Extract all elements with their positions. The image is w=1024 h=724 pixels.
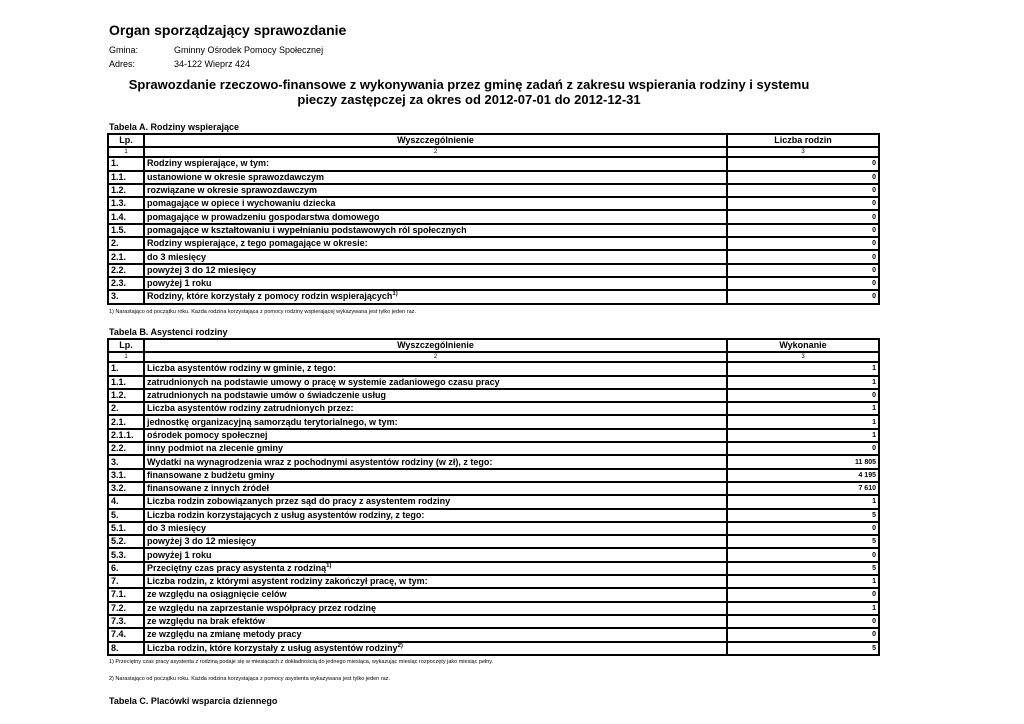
column-header-lp: Lp. xyxy=(108,339,144,352)
report-title: Sprawozdanie rzeczowo-finansowe z wykonywania przez gminę zadań z zakresu wspierania rodziny i systemu pieczy zastępczej za okres od 2012-07-01 do 2012-12-31 xyxy=(128,77,810,107)
row-description-text: Liczba rodzin zobowiązanych przez sąd do pracy z asystentem rodziny xyxy=(147,496,451,507)
table-row xyxy=(108,482,879,495)
address-row xyxy=(109,59,250,69)
row-value: 0 xyxy=(727,615,879,628)
row-value: 0 xyxy=(727,157,879,170)
table-row xyxy=(108,442,879,455)
table-row xyxy=(108,642,879,655)
column-number: 3 xyxy=(727,352,879,362)
row-lp: 5.3. xyxy=(108,548,144,561)
column-header-description: Wyszczególnienie xyxy=(144,339,727,352)
row-description xyxy=(144,224,727,237)
row-description-text: Liczba asystentów rodziny zatrudnionych przez: xyxy=(147,403,354,414)
row-value: 1 xyxy=(727,575,879,588)
table-c-caption: Tabela C. Placówki wsparcia dziennego xyxy=(109,696,278,706)
row-value: 1 xyxy=(727,602,879,615)
row-value: 0 xyxy=(727,628,879,641)
row-description-text: ze względu na zaprzestanie współpracy przez rodzinę xyxy=(147,602,377,613)
row-lp: 5. xyxy=(108,509,144,522)
row-value: 1 xyxy=(727,402,879,415)
row-description xyxy=(144,250,727,263)
row-value: 11 805 xyxy=(727,455,879,468)
row-description-text: zatrudnionych na podstawie umowy o pracę w systemie zadaniowego czasu pracy xyxy=(147,376,500,387)
table-row xyxy=(108,562,879,575)
row-value: 1 xyxy=(727,376,879,389)
table-row xyxy=(108,184,879,197)
row-lp: 7.3. xyxy=(108,615,144,628)
table-header-row xyxy=(108,134,879,147)
row-value: 5 xyxy=(727,509,879,522)
row-description xyxy=(144,548,727,561)
row-lp: 1.5. xyxy=(108,224,144,237)
row-description xyxy=(144,290,727,303)
footnote-marker: 2) xyxy=(397,642,403,649)
table-a-caption: Tabela A. Rodziny wspierające xyxy=(109,122,240,132)
table-row xyxy=(108,548,879,561)
row-description xyxy=(144,429,727,442)
row-lp: 3. xyxy=(108,455,144,468)
column-header-value: Liczba rodzin xyxy=(727,134,879,147)
row-value: 1 xyxy=(727,362,879,375)
table-row xyxy=(108,197,879,210)
row-lp: 2. xyxy=(108,402,144,415)
row-lp: 1.1. xyxy=(108,376,144,389)
row-description-text: ośrodek pomocy społecznej xyxy=(147,429,268,440)
row-lp: 2.1. xyxy=(108,415,144,428)
row-value: 0 xyxy=(727,237,879,250)
table-b-footnote-2: 2) Narastająco od początku roku. Każda rodzina korzystająca z pomocy asystenta wykazywana jest tylko jeden raz. xyxy=(109,676,390,682)
row-description-text: powyżej 3 do 12 miesięcy xyxy=(147,536,257,547)
row-lp: 7.2. xyxy=(108,602,144,615)
row-value: 0 xyxy=(727,250,879,263)
table-row xyxy=(108,469,879,482)
table-row xyxy=(108,237,879,250)
gmina-value: Gminny Ośrodek Pomocy Społecznej xyxy=(174,45,324,55)
row-lp: 2. xyxy=(108,237,144,250)
table-row xyxy=(108,455,879,468)
row-value: 0 xyxy=(727,264,879,277)
row-lp: 1.4. xyxy=(108,210,144,223)
table-row xyxy=(108,522,879,535)
row-description-text: inny podmiot na zlecenie gminy xyxy=(147,443,284,454)
row-description xyxy=(144,602,727,615)
column-number: 2 xyxy=(144,352,727,362)
row-value: 5 xyxy=(727,562,879,575)
row-description-text: Rodziny wspierające, w tym: xyxy=(147,158,270,169)
row-lp: 3.2. xyxy=(108,482,144,495)
row-value: 0 xyxy=(727,389,879,402)
address-value: 34-122 Wieprz 424 xyxy=(174,59,251,69)
row-description xyxy=(144,197,727,210)
row-value: 0 xyxy=(727,184,879,197)
gmina-label: Gmina: xyxy=(109,45,139,55)
gmina-row xyxy=(109,45,323,55)
table-row xyxy=(108,224,879,237)
row-description-text: powyżej 1 roku xyxy=(147,278,212,289)
row-description-text: pomagające w prowadzeniu gospodarstwa domowego xyxy=(147,211,380,222)
table-row xyxy=(108,157,879,170)
row-description-text: Wydatki na wynagrodzenia wraz z pochodnymi asystentów rodziny (w zł), z tego: xyxy=(147,456,493,467)
address-label: Adres: xyxy=(109,59,136,69)
row-lp: 2.1. xyxy=(108,250,144,263)
table-row xyxy=(108,264,879,277)
table-row xyxy=(108,376,879,389)
table-row xyxy=(108,389,879,402)
row-description-text: Liczba rodzin korzystających z usług asystentów rodziny, z tego: xyxy=(147,509,425,520)
row-description-text: pomagające w opiece i wychowaniu dziecka xyxy=(147,198,336,209)
table-row xyxy=(108,402,879,415)
table-row xyxy=(108,588,879,601)
table-header-row xyxy=(108,339,879,352)
row-lp: 1. xyxy=(108,157,144,170)
row-lp: 8. xyxy=(108,642,144,655)
row-description-text: do 3 miesięcy xyxy=(147,523,207,533)
table-b xyxy=(107,338,880,656)
row-value: 0 xyxy=(727,171,879,184)
row-value: 0 xyxy=(727,197,879,210)
row-lp: 6. xyxy=(108,562,144,575)
table-row xyxy=(108,362,879,375)
row-lp: 5.1. xyxy=(108,522,144,535)
column-number: 3 xyxy=(727,147,879,157)
row-description-text: ze względu na zmianę metody pracy xyxy=(147,629,302,640)
row-lp: 7. xyxy=(108,575,144,588)
row-value: 0 xyxy=(727,442,879,455)
row-value: 7 610 xyxy=(727,482,879,495)
row-description-text: Rodziny wspierające, z tego pomagające w okresie: xyxy=(147,238,368,249)
column-header-value: Wykonanie xyxy=(727,339,879,352)
row-description xyxy=(144,376,727,389)
row-description-text: pomagające w kształtowaniu i wypełnianiu podstawowych ról społecznych xyxy=(147,224,467,235)
row-lp: 2.2. xyxy=(108,264,144,277)
table-row xyxy=(108,171,879,184)
row-description-text: rozwiązane w okresie sprawozdawczym xyxy=(147,185,318,196)
row-lp: 7.1. xyxy=(108,588,144,601)
row-description xyxy=(144,588,727,601)
row-value: 1 xyxy=(727,429,879,442)
row-description-text: Liczba asystentów rodziny w gminie, z tego: xyxy=(147,363,337,374)
row-description xyxy=(144,237,727,250)
row-value: 0 xyxy=(727,224,879,237)
row-lp: 3. xyxy=(108,290,144,303)
row-lp: 1.2. xyxy=(108,184,144,197)
table-row xyxy=(108,509,879,522)
row-value: 0 xyxy=(727,522,879,535)
row-lp: 7.4. xyxy=(108,628,144,641)
column-number: 1 xyxy=(108,352,144,362)
row-lp: 1.1. xyxy=(108,171,144,184)
row-lp: 2.1.1. xyxy=(108,429,144,442)
row-description-text: powyżej 1 roku xyxy=(147,549,212,560)
column-header-description: Wyszczególnienie xyxy=(144,134,727,147)
row-description-text: ze względu na brak efektów xyxy=(147,616,266,627)
row-lp: 2.3. xyxy=(108,277,144,290)
row-description xyxy=(144,469,727,482)
row-value: 1 xyxy=(727,495,879,508)
row-description xyxy=(144,362,727,375)
row-description-text: Rodziny, które korzystały z pomocy rodzin wspierających xyxy=(147,291,393,302)
row-description xyxy=(144,562,727,575)
row-description xyxy=(144,171,727,184)
row-description xyxy=(144,615,727,628)
column-number-row xyxy=(108,147,879,157)
row-description xyxy=(144,210,727,223)
footnote-marker: 1) xyxy=(392,291,398,298)
row-description-text: do 3 miesięcy xyxy=(147,251,207,262)
row-description xyxy=(144,455,727,468)
row-description xyxy=(144,509,727,522)
row-description-text: zatrudnionych na podstawie umów o świadczenie usług xyxy=(147,390,387,401)
row-lp: 1.3. xyxy=(108,197,144,210)
row-description-text: ustanowione w okresie sprawozdawczym xyxy=(147,171,325,182)
table-row xyxy=(108,415,879,428)
table-b-caption: Tabela B. Asystenci rodziny xyxy=(109,327,228,337)
table-a-body xyxy=(108,157,879,303)
row-value: 5 xyxy=(727,642,879,655)
row-lp: 1. xyxy=(108,362,144,375)
table-a xyxy=(107,133,880,305)
row-description-text: Przeciętny czas pracy asystenta z rodziną xyxy=(147,562,327,573)
table-row xyxy=(108,210,879,223)
row-description-text: Liczba rodzin, które korzystały z usług asystentów rodziny xyxy=(147,642,398,653)
row-description-text: jednostkę organizacyjną samorządu terytorialnego, w tym: xyxy=(147,416,398,427)
row-description xyxy=(144,482,727,495)
row-description-text: ze względu na osiągnięcie celów xyxy=(147,589,287,600)
row-description-text: powyżej 3 do 12 miesięcy xyxy=(147,264,257,275)
row-description xyxy=(144,402,727,415)
row-description xyxy=(144,277,727,290)
row-description-text: finansowane z budżetu gminy xyxy=(147,469,275,480)
row-lp: 5.2. xyxy=(108,535,144,548)
row-lp: 3.1. xyxy=(108,469,144,482)
row-description xyxy=(144,389,727,402)
column-header-lp: Lp. xyxy=(108,134,144,147)
organization-title: Organ sporządzający sprawozdanie xyxy=(109,22,347,38)
row-description xyxy=(144,415,727,428)
row-description xyxy=(144,535,727,548)
table-row xyxy=(108,290,879,303)
table-row xyxy=(108,615,879,628)
row-description xyxy=(144,157,727,170)
column-number: 1 xyxy=(108,147,144,157)
table-b-body xyxy=(108,362,879,655)
column-number: 2 xyxy=(144,147,727,157)
row-lp: 4. xyxy=(108,495,144,508)
row-value: 1 xyxy=(727,415,879,428)
row-value: 0 xyxy=(727,588,879,601)
row-description xyxy=(144,442,727,455)
row-lp: 1.2. xyxy=(108,389,144,402)
table-row xyxy=(108,628,879,641)
row-description xyxy=(144,184,727,197)
row-description xyxy=(144,264,727,277)
row-value: 0 xyxy=(727,548,879,561)
row-description-text: finansowane z innych źródeł xyxy=(147,483,270,494)
row-value: 5 xyxy=(727,535,879,548)
table-row xyxy=(108,575,879,588)
row-value: 0 xyxy=(727,290,879,303)
row-value: 0 xyxy=(727,277,879,290)
row-value: 0 xyxy=(727,210,879,223)
table-row xyxy=(108,495,879,508)
table-row xyxy=(108,535,879,548)
row-description xyxy=(144,628,727,641)
table-a-footnote: 1) Narastająco od początku roku. Każda rodzina korzystająca z pomocy rodziny wspierającej wykazywana jest tylko jeden raz. xyxy=(109,309,416,315)
table-b-footnote-1: 1) Przeciętny czas pracy asystenta z rodziną podaje się w miesiącach z dokładnością do jednego miesiąca, wykazując miesiąc rozpoczęty jako miesiąc pełny. xyxy=(109,659,494,665)
table-row xyxy=(108,250,879,263)
row-description xyxy=(144,522,727,535)
column-number-row xyxy=(108,352,879,362)
footnote-marker: 1) xyxy=(326,562,332,569)
row-lp: 2.2. xyxy=(108,442,144,455)
table-row xyxy=(108,277,879,290)
table-row xyxy=(108,602,879,615)
row-description xyxy=(144,495,727,508)
row-value: 4 195 xyxy=(727,469,879,482)
row-description-text: Liczba rodzin, z którymi asystent rodziny zakończył pracę, w tym: xyxy=(147,576,428,587)
table-row xyxy=(108,429,879,442)
row-description xyxy=(144,575,727,588)
row-description xyxy=(144,642,727,655)
